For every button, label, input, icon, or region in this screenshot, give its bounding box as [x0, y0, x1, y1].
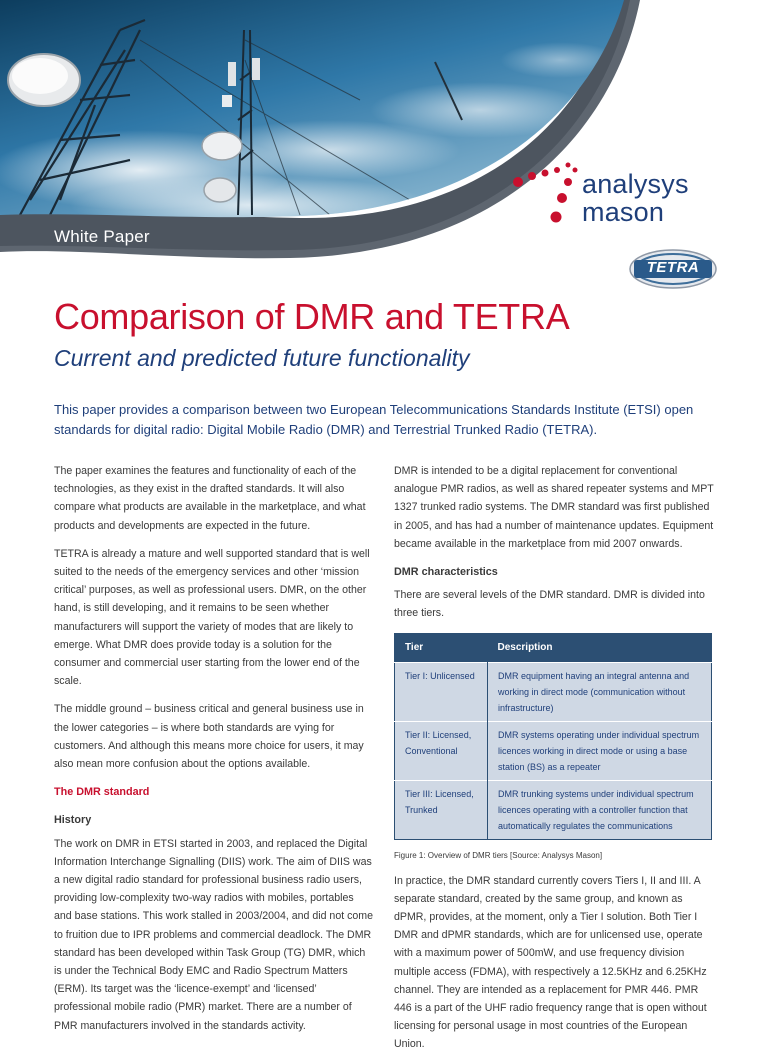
table-row: [395, 780, 712, 839]
page-subtitle: Current and predicted future functionality: [54, 345, 470, 371]
paragraph: DMR is intended to be a digital replacement for conventional analogue PMR radios, as well as shared repeater systems and MPT 1327 trunked radio systems. The DMR standard was first published in 2005, and has had a number of maintenance updates. Equipment became available in the marketplace from mid 2007 onwards.: [394, 465, 714, 550]
company-logo-line2: mason: [582, 197, 665, 227]
paragraph: TETRA is already a mature and well supported standard that is well suited to the needs of the emergency services and other ‘mission critical’ purposes, as well as professional users. DMR, on the other hand, is still developing, and it remains to be seen whether manufacturers will support the variety of modes that are likely to emerge. What DMR does provide today is a solution for the consumer and commercial user starting from the lower end of the scale.: [54, 547, 370, 688]
table-header-row: [395, 633, 712, 662]
company-logo-line1: analysys: [582, 169, 689, 199]
page-title: Comparison of DMR and TETRA: [54, 296, 570, 337]
paragraph: The work on DMR in ETSI started in 2003, and replaced the Digital Information Interchange Signalling (DIIS) work. The aim of DIIS was a new digital radio standard for professional business radio users, providing low-complexity two-way radios with mobiles, portables and base stations. This work stalled in 2003/2004, and did not come to fruition due to IPR problems and commercial deadlock. The DMR standard has been developed within Task Group (TG) DMR, which is under the Technical Body EMC and Radio Spectrum Matters (ERM). Its target was the ‘licence-exempt’ and ‘licensed’ professional mobile radio (PMR) market. There are a number of PMR manufacturers involved in the standards activity.: [54, 837, 373, 1032]
table-caption: Figure 1: Overview of DMR tiers [Source: Analysys Mason]: [394, 850, 603, 860]
paragraph: The middle ground – business critical and general business use in the lower categories – is where both standards are vying for customers. And although this means more choice for users, it may also mean more confusion about the options available.: [54, 703, 364, 771]
right-column: [394, 462, 714, 1064]
table-cell: Tier II: Licensed, Conventional: [395, 721, 488, 780]
subsection-heading: History: [54, 814, 92, 827]
table-cell: Tier III: Licensed, Trunked: [395, 780, 488, 839]
table-cell: DMR trunking systems under individual spectrum licences operating with a controller function that automatically regulates the communications: [488, 780, 712, 839]
paragraph: In practice, the DMR standard currently covers Tiers I, II and III. A separate standard, created by the same group, and known as dPMR, provides, at the moment, only a Tier I solution. Both Tier I DMR and dPMR standards, which are for unlicensed use, operate with a maximum power of 500mW, and use frequency division multiple access (FDMA), with respectively a 12.5KHz and 6.25KHz channel. They are intended as a replacement for PMR 446. PMR 446 is a part of the UHF radio frequency range that is open without licensing for personal usage in most countries of the European Union.: [394, 874, 707, 1051]
table-header-cell: Description: [488, 633, 712, 662]
table-row: [395, 662, 712, 721]
table-cell: DMR equipment having an integral antenna and working in direct mode (communication without infrastructure): [488, 662, 712, 721]
paragraph: There are several levels of the DMR standard. DMR is divided into three tiers.: [394, 589, 705, 620]
section-heading: The DMR standard: [54, 786, 150, 799]
dmr-tiers-table: [394, 633, 712, 840]
table-cell: Tier I: Unlicensed: [395, 662, 488, 721]
intro-paragraph: This paper provides a comparison between two European Telecommunications Standards Institute (ETSI) open standards for digital radio: Digital Mobile Radio (DMR) and Terrestrial Trunked Radio (TETRA).: [54, 402, 694, 437]
paragraph: The paper examines the features and functionality of each of the technologies, as they exist in the drafted standards. It will also compare what products are available in the marketplace, and what products and developments are expected in the future.: [54, 465, 366, 532]
table-cell: DMR systems operating under individual spectrum licences working in direct mode or using a base station (BS) as a repeater: [488, 721, 712, 780]
tetra-logo-text: TETRA: [646, 259, 700, 276]
table-row: [395, 721, 712, 780]
table-header-cell: Tier: [395, 633, 488, 662]
subsection-heading: DMR characteristics: [394, 566, 498, 579]
left-column: [54, 462, 374, 1045]
document-type-label: White Paper: [54, 227, 150, 246]
